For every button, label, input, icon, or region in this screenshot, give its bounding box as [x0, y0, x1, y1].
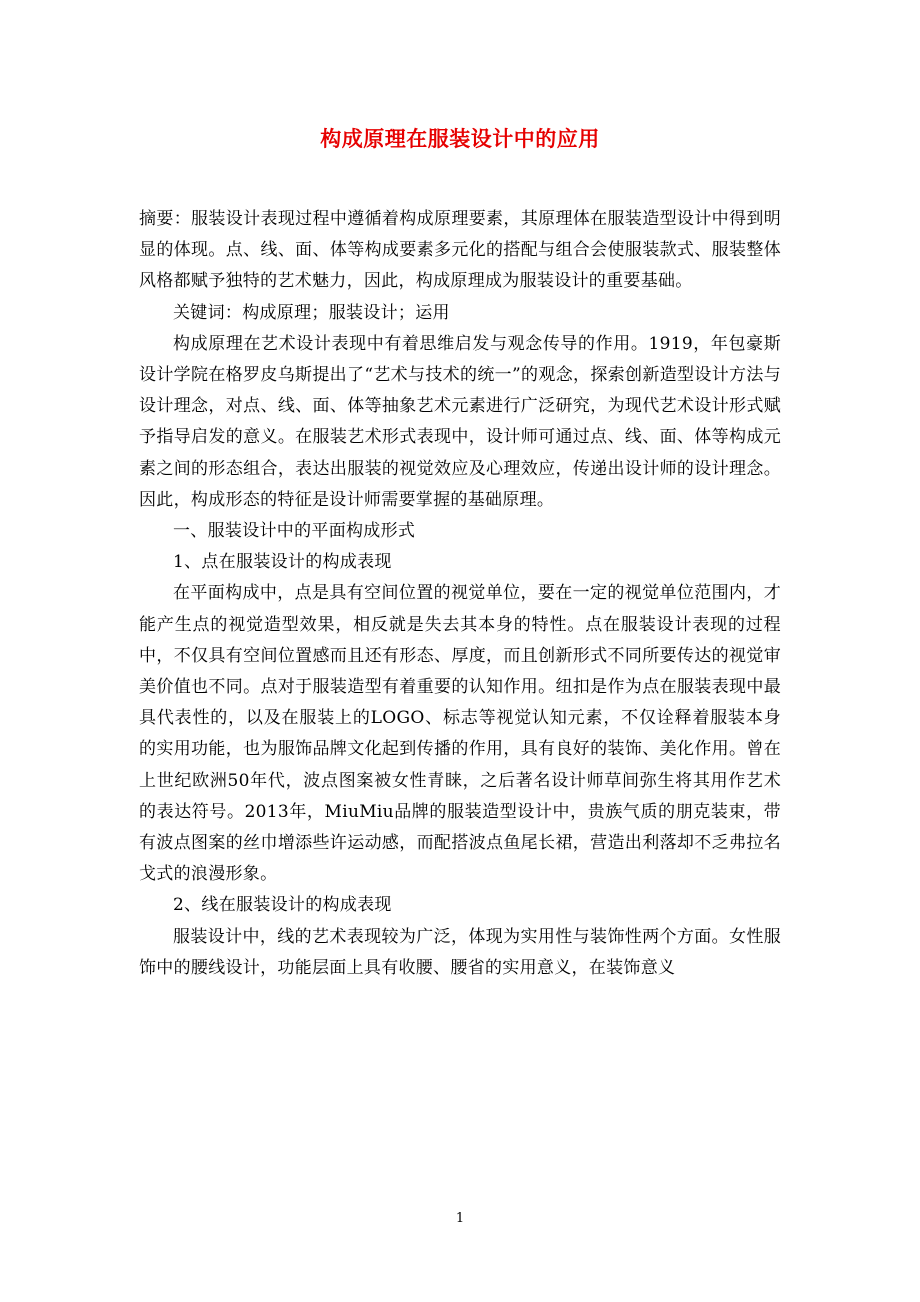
line-paragraph: 服装设计中，线的艺术表现较为广泛，体现为实用性与装饰性两个方面。女性服饰中的腰线设计，功能层面上具有收腰、腰省的实用意义，在装饰意义	[139, 926, 781, 978]
page-number: 1	[455, 1211, 465, 1226]
abstract-paragraph: 摘要：服装设计表现过程中遵循着构成原理要素，其原理体在服装造型设计中得到明显的体现。点、线、面、体等构成要素多元化的搭配与组合会使服装款式、服装整体风格都赋予独特的艺术魅力，因此，构成原理成为服装设计的重要基础。	[139, 209, 781, 292]
subsection-heading-2: 2、线在服装设计的构成表现	[173, 895, 392, 916]
intro-paragraph: 构成原理在艺术设计表现中有着思维启发与观念传导的作用。1919，年包豪斯设计学院在格罗皮乌斯提出了“艺术与技术的统一”的观念，探索创新造型设计方法与设计理念，对点、线、面、体等抽象艺术元素进行广泛研究，为现代艺术设计形式赋予指导启发的意义。在服装艺术形式表现中，设计师可通过点、线、面、体等构成元素之间的形态组合，表达出服装的视觉效应及心理效应，传递出设计师的设计理念。因此，构成形态的特征是设计师需要掌握的基础原理。	[139, 333, 781, 510]
document-title: 构成原理在服装设计中的应用	[320, 126, 600, 151]
document-body	[139, 204, 781, 984]
subsection-heading-1: 1、点在服装设计的构成表现	[173, 552, 392, 573]
section-heading-1: 一、服装设计中的平面构成形式	[173, 521, 416, 542]
point-paragraph: 在平面构成中，点是具有空间位置的视觉单位，要在一定的视觉单位范围内，才能产生点的视觉造型效果，相反就是失去其本身的特性。点在服装设计表现的过程中，不仅具有空间位置感而且还有形态、厚度，而且创新形式不同所要传达的视觉审美价值也不同。点对于服装造型有着重要的认知作用。纽扣是作为点在服装表现中最具代表性的，以及在服装上的LOGO、标志等视觉认知元素，不仅诠释着服装本身的实用功能，也为服饰品牌文化起到传播的作用，具有良好的装饰、美化作用。曾在上世纪欧洲50年代，波点图案被女性青睐，之后著名设计师草间弥生将其用作艺术的表达符号。2013年，MiuMiu品牌的服装造型设计中，贵族气质的朋克装束，带有波点图案的丝巾增添些许运动感，而配搭波点鱼尾长裙，营造出利落却不乏弗拉名戈式的浪漫形象。	[139, 583, 781, 885]
keywords-paragraph: 关键词：构成原理；服装设计；运用	[173, 302, 450, 323]
